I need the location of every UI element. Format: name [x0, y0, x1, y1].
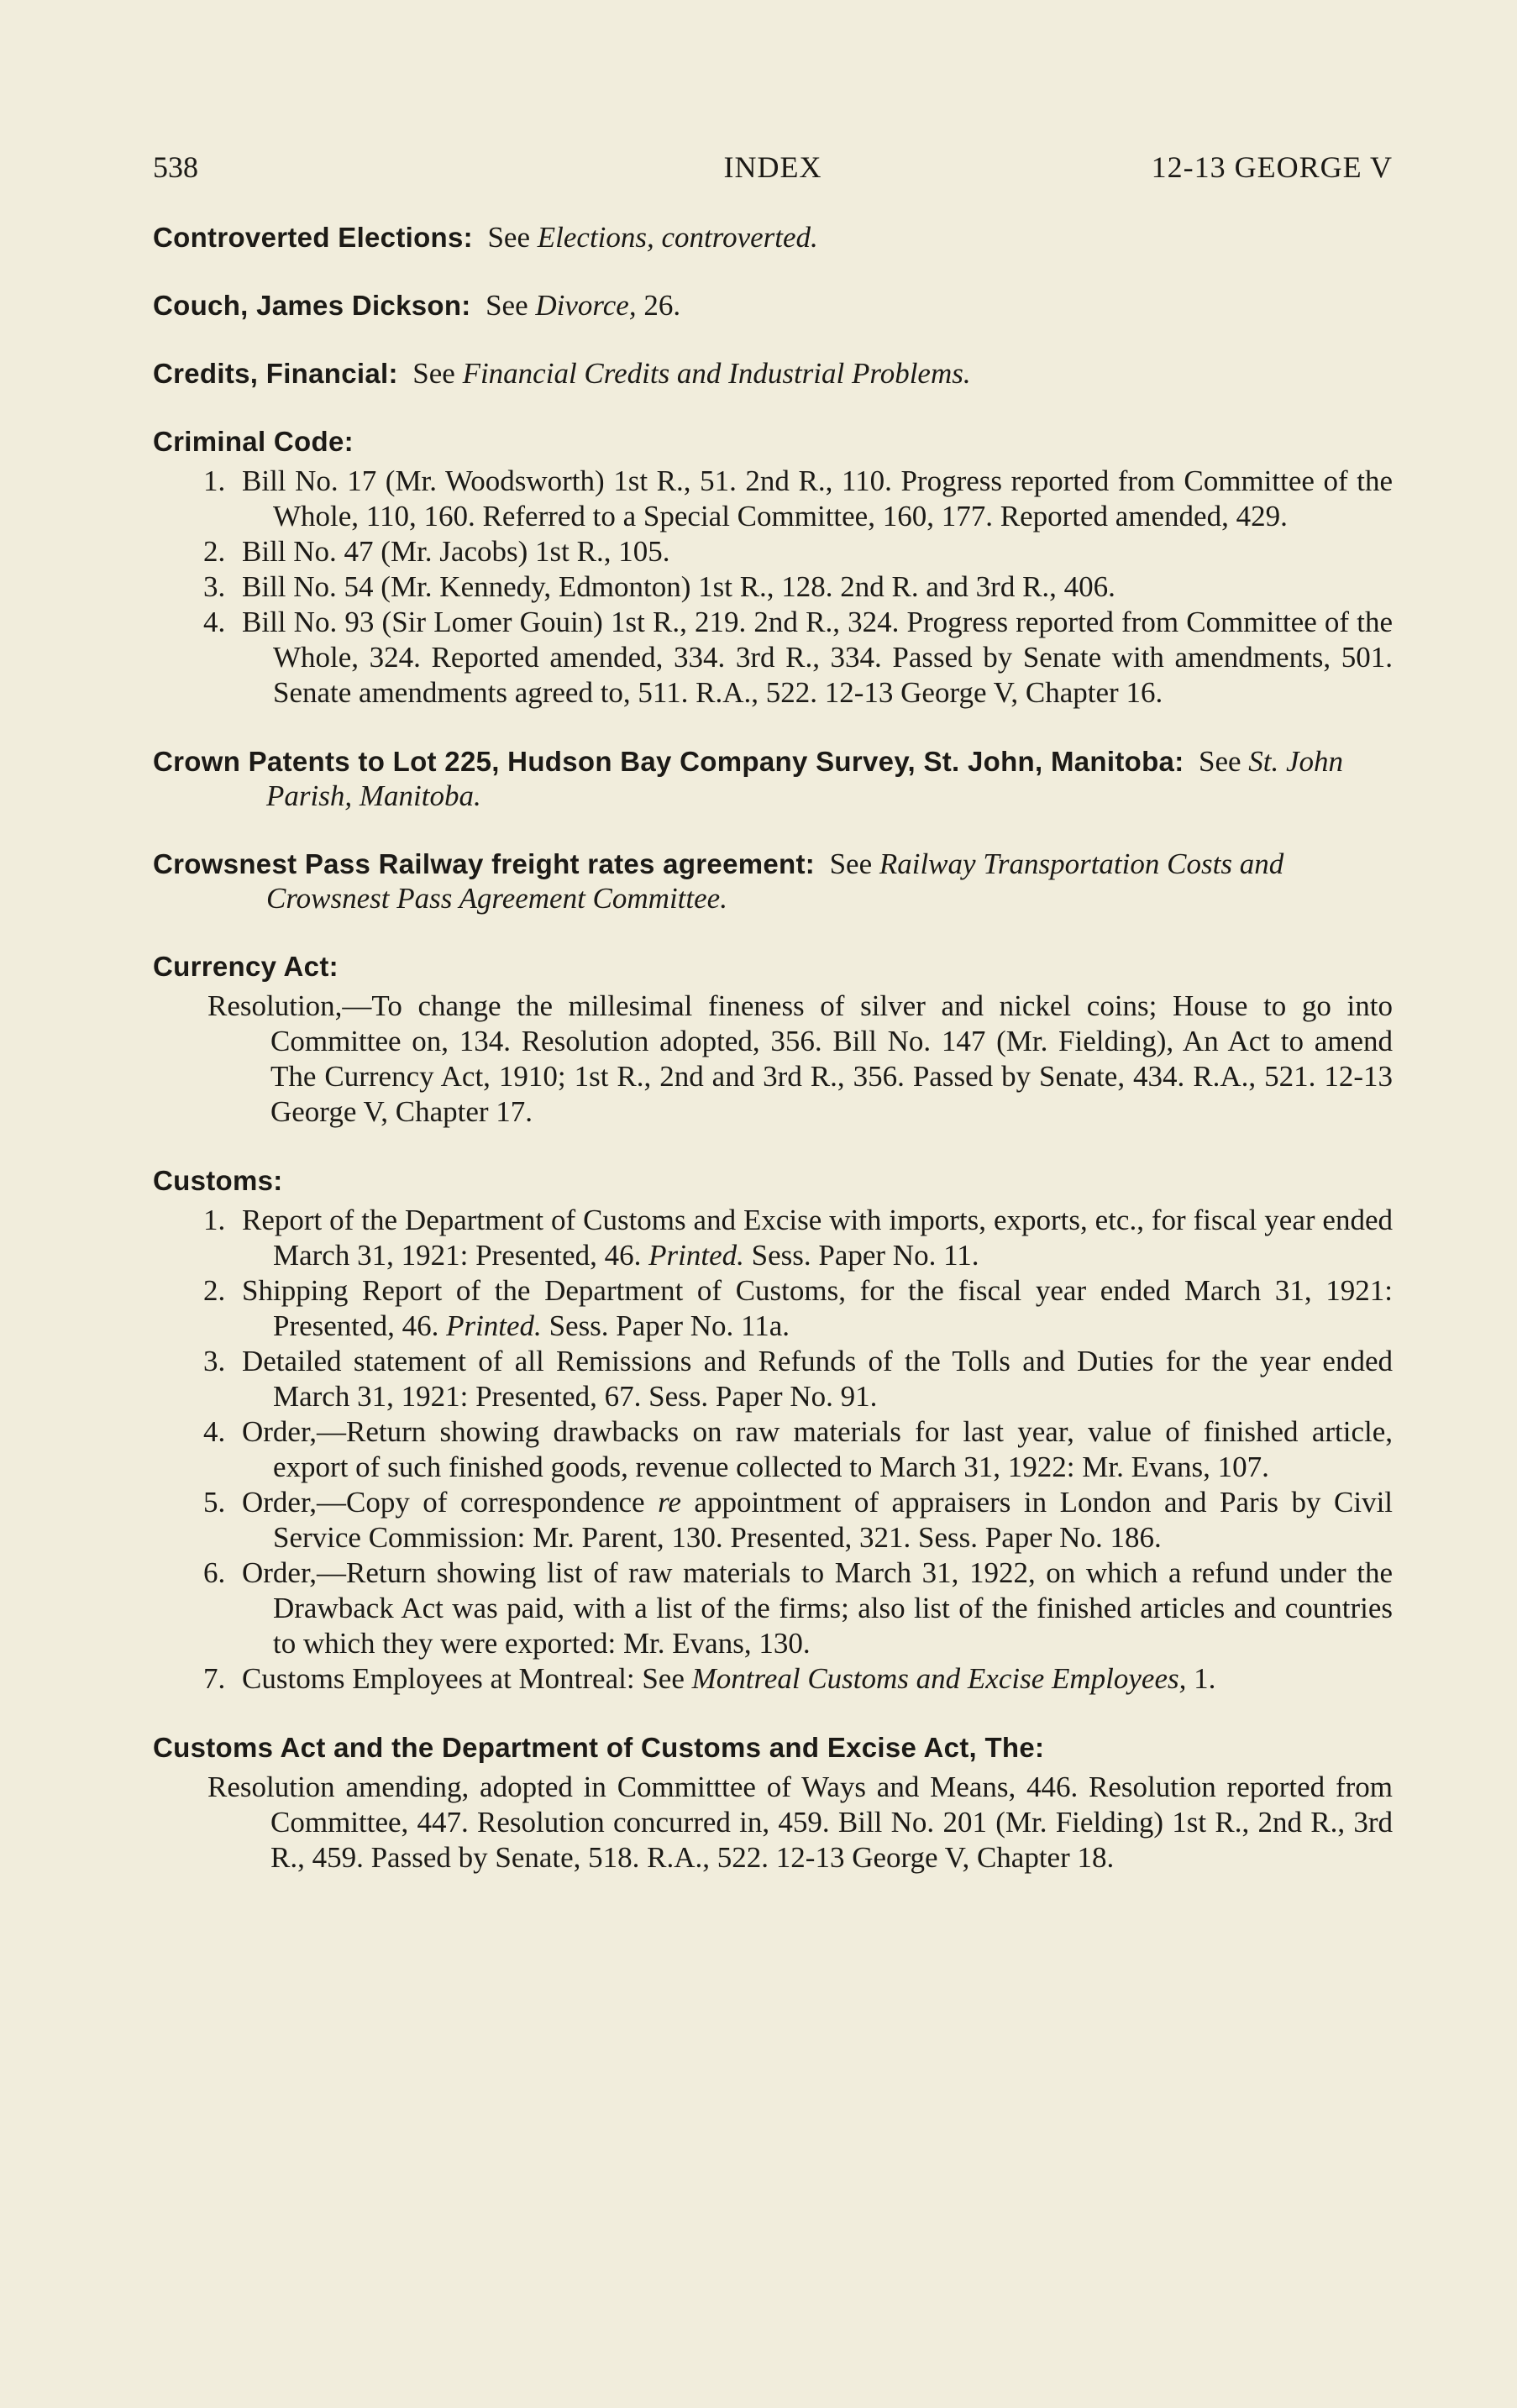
list-item: 5. Order,—Copy of correspondence re appointment of appraisers in London and Paris by Civil Service Commission: Mr. Parent, 130. Presented, 321. Sess. Paper No. 186. [203, 1486, 1394, 1554]
entry-term: Couch, James Dickson [153, 290, 462, 321]
running-header [153, 150, 1393, 200]
page-title: INDEX [723, 150, 822, 184]
see-label: See [487, 221, 531, 254]
entry-term: Controverted Elections [153, 222, 464, 253]
index-entry: Couch, James Dickson: See Divorce, 26. [153, 289, 681, 322]
index-entry: Currency Act: Resolution,—To change the millesimal fineness of silver and nickel coins; House to go into Committee on, 134. Resolution adopted, 356. Bill No. 147 (Mr. Fielding), An Act to amend The Currency Act, 1910; 1st R., 2nd and 3rd R., 356. Passed by Senate, 434. R.A., 521. 12-13 George V, Chapter 17. [153, 951, 1393, 1128]
index-entry: Customs: 1. Report of the Department of Customs and Excise with imports, exports, etc., for fiscal year ended March 31, 1921: Presented, 46. Printed. Sess. Paper No. 11. 2. Shipping Report of the Department of Customs, for the fiscal year ended March 31, 1921: Presented, 46. Printed. Sess. Paper No. 11a. 3. Detailed statement of all Remissions and Refunds of the Tolls and Duties for the year ended March 31, 1921: Presented, 67. Sess. Paper No. 91. 4. Order,—Return showing drawbacks on raw materials for last year, value of finished article, export of such finished goods, revenue collected to March 31, 1922: Mr. Evans, 107. 5. Order,—Copy of correspondence re appointment of appraisers in London and Paris by Civil Service Commission: Mr. Parent, 130. Presented, 321. Sess. Paper No. 186. 6. Order,—Return showing list of raw materials to March 31, 1922, on which a refund under the Drawback Act was paid, with a list of the firms; also list of the finished articles and countries to which they were exported: Mr. Evans, 130. 7. Customs Employees at Montreal: See Montreal Customs and Excise Employees, 1. [153, 1165, 1394, 1695]
list-item: 2. Bill No. 47 (Mr. Jacobs) 1st R., 105. [203, 535, 670, 568]
cross-reference-page: 26. [643, 289, 681, 322]
cross-reference: St. John Parish, Manitoba. [266, 745, 1344, 812]
index-entries [153, 220, 1393, 1909]
volume-label: 12-13 GEORGE V [1151, 150, 1393, 184]
index-entry: Crowsnest Pass Railway freight rates agreement: See Railway Transportation Costs and Crowsnest Pass Agreement Committee. [153, 847, 1284, 915]
index-entry: Criminal Code: 1. Bill No. 17 (Mr. Woodsworth) 1st R., 51. 2nd R., 110. Progress reported from Committee of the Whole, 110, 160. Referred to a Special Committee, 160, 177. Reported amended, 429. 2. Bill No. 47 (Mr. Jacobs) 1st R., 105. 3. Bill No. 54 (Mr. Kennedy, Edmonton) 1st R., 128. 2nd R. and 3rd R., 406. 4. Bill No. 93 (Sir Lomer Gouin) 1st R., 219. 2nd R., 324. Progress reported from Committee of the Whole, 324. Reported amended, 334. 3rd R., 334. Passed by Senate with amendments, 501. Senate amendments agreed to, 511. R.A., 522. 12-13 George V, Chapter 16. [153, 426, 1393, 709]
list-item: 7. Customs Employees at Montreal: See Montreal Customs and Excise Employees, 1. [203, 1662, 1216, 1695]
list-item: 6. Order,—Return showing list of raw materials to March 31, 1922, on which a refund under the Drawback Act was paid, with a list of the firms; also list of the finished articles and countries to which they were exported: Mr. Evans, 130. [203, 1556, 1393, 1660]
list-item: 3. Bill No. 54 (Mr. Kennedy, Edmonton) 1st R., 128. 2nd R. and 3rd R., 406. [203, 570, 1115, 603]
entry-items [203, 464, 1393, 711]
entry-items [203, 1203, 1393, 1697]
list-item: 1. Report of the Department of Customs and Excise with imports, exports, etc., for fiscal year ended March 31, 1921: Presented, 46. Printed. Sess. Paper No. 11. [203, 1204, 1393, 1272]
see-label: See [412, 357, 455, 390]
list-item: 4. Bill No. 93 (Sir Lomer Gouin) 1st R., 219. 2nd R., 324. Progress reported from Committee of the Whole, 324. Reported amended, 334. 3rd R., 334. Passed by Senate with amendments, 501. Senate amendments agreed to, 511. R.A., 522. 12-13 George V, Chapter 16. [203, 606, 1393, 709]
list-item: 3. Detailed statement of all Remissions and Refunds of the Tolls and Duties for the year ended March 31, 1921: Presented, 67. Sess. Paper No. 91. [203, 1345, 1393, 1413]
entry-term: Credits, Financial [153, 358, 389, 389]
see-label: See [1198, 745, 1241, 778]
entry-body: Resolution amending, adopted in Committtee of Ways and Means, 446. Resolution reported from Committee, 447. Resolution concurred in, 459. Bill No. 201 (Mr. Fielding) 1st R., 2nd R., 3rd R., 459. Passed by Senate, 518. R.A., 522. 12-13 George V, Chapter 18. [207, 1771, 1393, 1874]
see-label: See [486, 289, 528, 322]
entry-term: Crowsnest Pass Railway freight rates agreement [153, 848, 806, 879]
entry-body: Resolution,—To change the millesimal fineness of silver and nickel coins; House to go into Committee on, 134. Resolution adopted, 356. Bill No. 147 (Mr. Fielding), An Act to amend The Currency Act, 1910; 1st R., 2nd and 3rd R., 356. Passed by Senate, 434. R.A., 521. 12-13 George V, Chapter 17. [207, 989, 1393, 1128]
cross-reference: Railway Transportation Costs and Crowsnest Pass Agreement Committee. [266, 847, 1284, 915]
list-item: 1. Bill No. 17 (Mr. Woodsworth) 1st R., 51. 2nd R., 110. Progress reported from Committee of the Whole, 110, 160. Referred to a Special Committee, 160, 177. Reported amended, 429. [203, 464, 1393, 532]
cross-reference: Financial Credits and Industrial Problems. [462, 357, 971, 390]
cross-reference: Divorce, [535, 289, 637, 322]
index-entry: Crown Patents to Lot 225, Hudson Bay Company Survey, St. John, Manitoba: See St. John Parish, Manitoba. [153, 745, 1344, 812]
entry-term: Customs Act and the Department of Customs and Excise Act, The [153, 1732, 1036, 1763]
index-entry: Customs Act and the Department of Customs and Excise Act, The: Resolution amending, adopted in Committtee of Ways and Means, 446. Resolution reported from Committee, 447. Resolution concurred in, 459. Bill No. 201 (Mr. Fielding) 1st R., 2nd R., 3rd R., 459. Passed by Senate, 518. R.A., 522. 12-13 George V, Chapter 18. [153, 1732, 1393, 1874]
list-item: 2. Shipping Report of the Department of Customs, for the fiscal year ended March 31, 1921: Presented, 46. Printed. Sess. Paper No. 11a. [203, 1274, 1393, 1342]
entry-term: Crown Patents to Lot 225, Hudson Bay Company Survey, St. John, Manitoba [153, 746, 1175, 777]
cross-reference: Elections, controverted. [537, 221, 818, 254]
see-label: See [829, 847, 873, 880]
index-entry: Controverted Elections: See Elections, controverted. [153, 221, 818, 254]
entry-term: Customs [153, 1165, 274, 1196]
index-entry: Credits, Financial: See Financial Credits and Industrial Problems. [153, 357, 971, 390]
entry-term: Currency Act [153, 951, 329, 982]
page-number: 538 [153, 150, 198, 184]
list-item: 4. Order,—Return showing drawbacks on raw materials for last year, value of finished article, export of such finished goods, revenue collected to March 31, 1922: Mr. Evans, 107. [203, 1415, 1393, 1483]
entry-term: Criminal Code [153, 426, 344, 457]
